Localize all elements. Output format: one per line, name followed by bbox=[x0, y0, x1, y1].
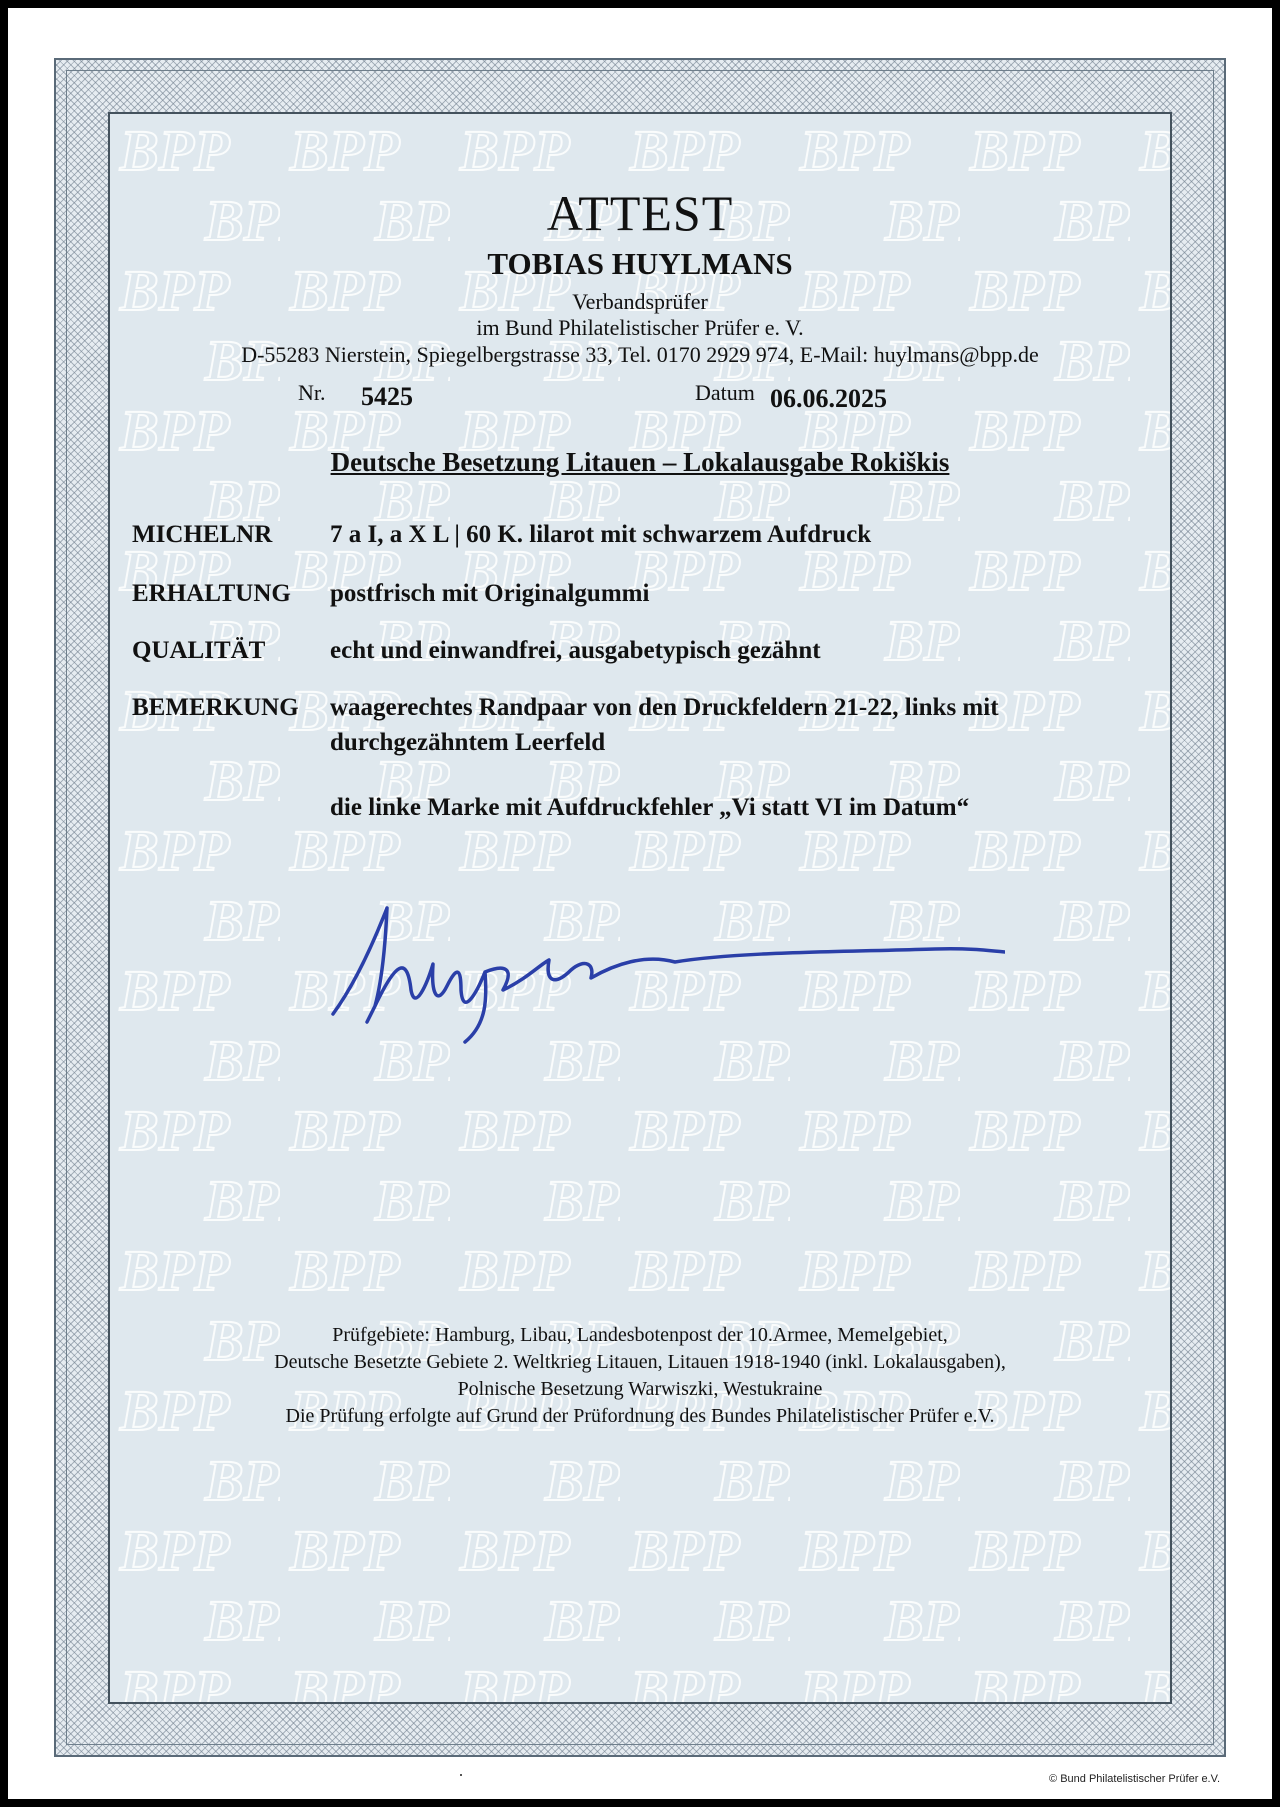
examiner-signature bbox=[315, 894, 1005, 1044]
certificate-page bbox=[8, 8, 1272, 1799]
certificate-content bbox=[110, 114, 1170, 1702]
examiner-role: Verbandsprüfer bbox=[572, 289, 708, 314]
certificate-panel bbox=[108, 112, 1172, 1704]
speck bbox=[460, 1774, 462, 1776]
michelnr-value: 7 a I, a X L | 60 K. lilarot mit schwarzem Aufdruck bbox=[330, 521, 872, 548]
qualitaet-value: echt und einwandfrei, ausgabetypisch gezähnt bbox=[330, 637, 821, 664]
michelnr-label: MICHELNR bbox=[132, 521, 273, 548]
date-label: Datum bbox=[695, 380, 755, 405]
examiner-name: TOBIAS HUYLMANS bbox=[487, 246, 793, 281]
bemerkung-value: waagerechtes Randpaar von den Druckfeldern 21-22, links mit durchgezähntem Leerfeld bbox=[330, 694, 999, 756]
erhaltung-value: postfrisch mit Originalgummi bbox=[330, 580, 650, 607]
certificate-title: ATTEST bbox=[546, 185, 734, 241]
footer-line-1: Prüfgebiete: Hamburg, Libau, Landesbotenpost der 10.Armee, Memelgebiet, bbox=[332, 1324, 948, 1346]
association-line: im Bund Philatelistischer Prüfer e. V. bbox=[476, 315, 804, 340]
erhaltung-label: ERHALTUNG bbox=[132, 580, 291, 607]
contact-address: D-55283 Nierstein, Spiegelbergstrasse 33, Tel. 0170 2929 974, E-Mail: huylmans@bpp.de bbox=[241, 342, 1039, 367]
certificate-number: 5425 bbox=[361, 382, 413, 411]
subject-heading: Deutsche Besetzung Litauen – Lokalausgabe Rokiškis bbox=[330, 447, 950, 477]
footer-line-2: Deutsche Besetzte Gebiete 2. Weltkrieg Litauen, Litauen 1918-1940 (inkl. Lokalausgaben), bbox=[274, 1351, 1006, 1373]
remark-extra: die linke Marke mit Aufdruckfehler „Vi statt VI im Datum“ bbox=[330, 794, 970, 821]
copyright-notice: © Bund Philatelistischer Prüfer e.V. bbox=[1049, 1773, 1220, 1785]
qualitaet-label: QUALITÄT bbox=[132, 637, 266, 664]
number-label: Nr. bbox=[298, 380, 326, 405]
certificate-date: 06.06.2025 bbox=[770, 384, 887, 413]
footer-line-4: Die Prüfung erfolgte auf Grund der Prüfordnung des Bundes Philatelistischer Prüfer e.V. bbox=[285, 1405, 995, 1427]
footer-line-3: Polnische Besetzung Warwiszki, Westukraine bbox=[457, 1378, 823, 1400]
bemerkung-label: BEMERKUNG bbox=[132, 694, 299, 721]
